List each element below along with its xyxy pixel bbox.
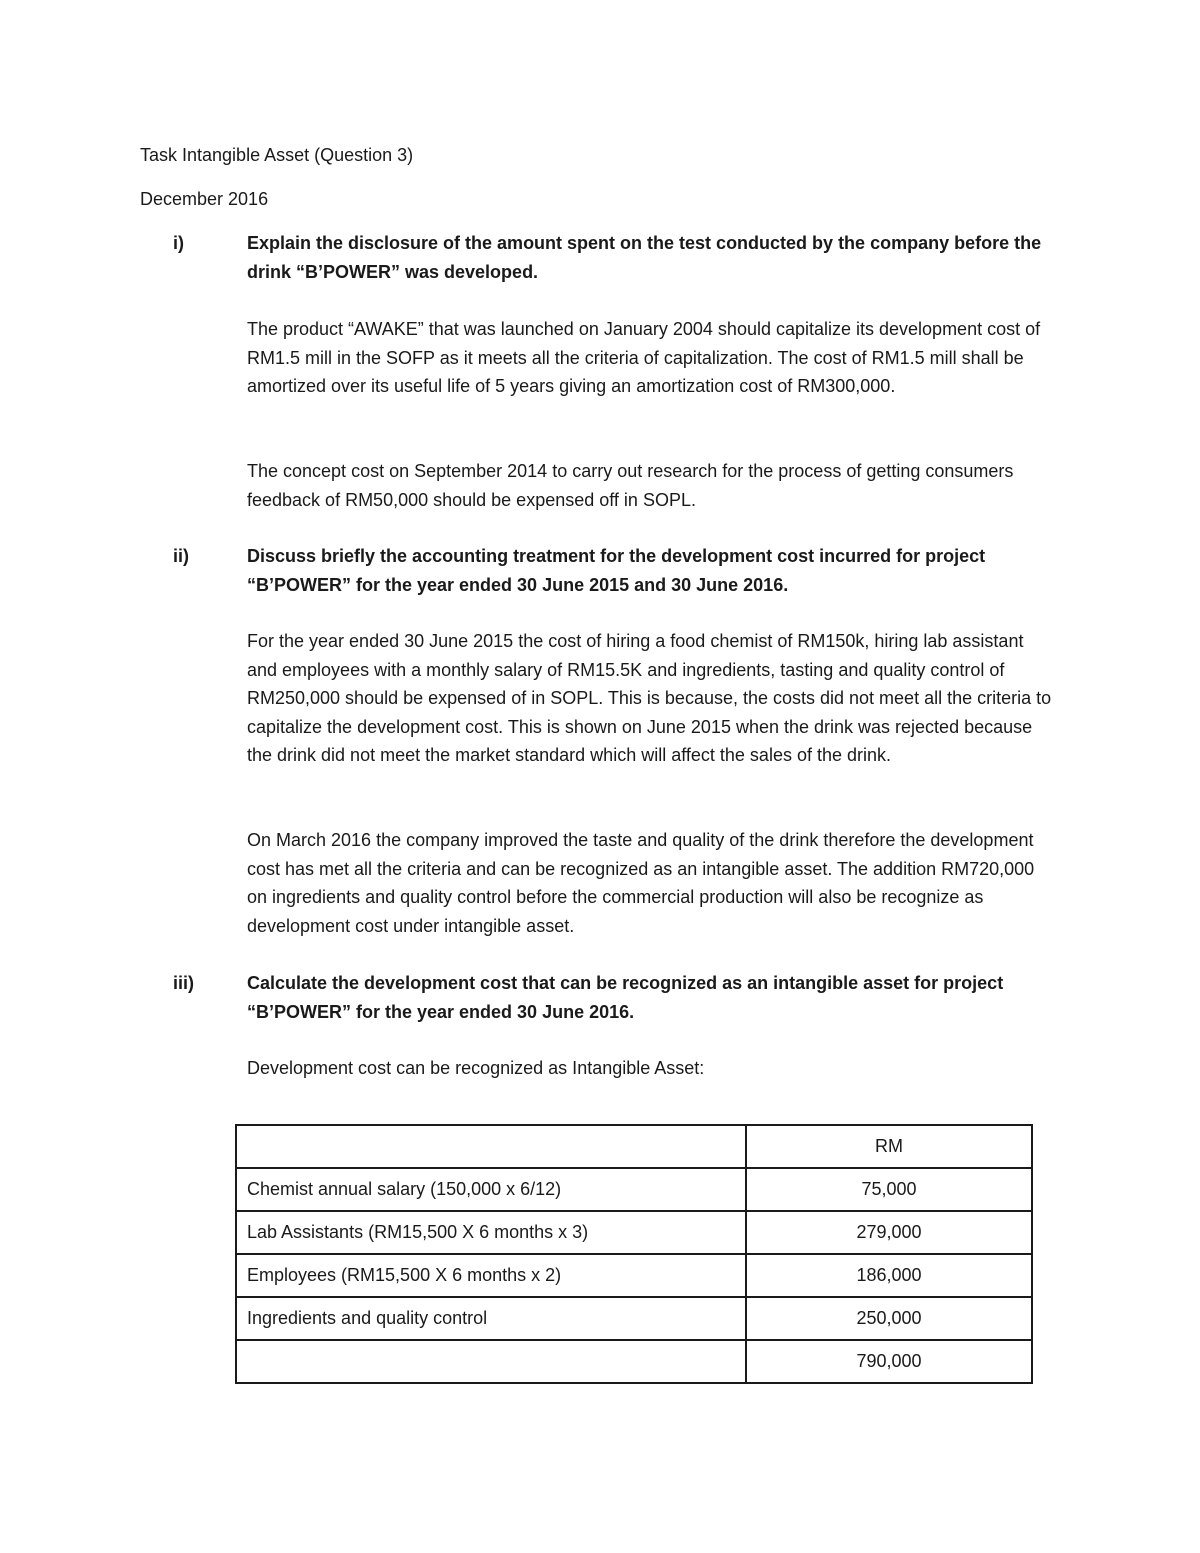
table-header-label xyxy=(236,1125,746,1168)
answer-paragraph: The concept cost on September 2014 to carry out research for the process of getting consumers feedback of RM50,000 should be expensed off in SOPL. xyxy=(247,461,1014,510)
table-row xyxy=(236,1297,1032,1340)
row-label: Ingredients and quality control xyxy=(236,1297,746,1340)
row-label: Employees (RM15,500 X 6 months x 2) xyxy=(236,1254,746,1297)
question-number: iii) xyxy=(173,973,194,993)
question-1 xyxy=(140,229,1050,286)
table-header-row xyxy=(236,1125,1032,1168)
question-2 xyxy=(140,542,1050,599)
answer-paragraph: On March 2016 the company improved the taste and quality of the drink therefore the development cost has met all the criteria and can be recognized as an intangible asset. The addition RM720,000 on ingredients and quality control before the commercial production will also be recognize as development cost under intangible asset. xyxy=(247,830,1035,936)
document-date: December 2016 xyxy=(140,189,269,209)
row-label: Lab Assistants (RM15,500 X 6 months x 3) xyxy=(236,1211,746,1254)
answer-paragraph: For the year ended 30 June 2015 the cost of hiring a food chemist of RM150k, hiring lab assistant and employees with a monthly salary of RM15.5K and ingredients, tasting and quality control of RM250,000 should be expensed of in SOPL. This is because, the costs did not meet all the criteria to capitalize the development cost. This is shown on June 2015 when the drink was rejected because the drink did not meet the market standard which will affect the sales of the drink. xyxy=(247,631,1052,765)
question-heading: Discuss briefly the accounting treatment for the development cost incurred for project “B’POWER” for the year ended 30 June 2015 and 30 June 2016. xyxy=(247,546,986,595)
table-total-row xyxy=(236,1340,1032,1383)
table-row xyxy=(236,1168,1032,1211)
question-heading: Calculate the development cost that can be recognized as an intangible asset for project “B’POWER” for the year ended 30 June 2016. xyxy=(247,973,1004,1022)
table-row xyxy=(236,1211,1032,1254)
document-title: Task Intangible Asset (Question 3) xyxy=(140,145,414,165)
row-amount: 279,000 xyxy=(746,1211,1032,1254)
total-amount: 790,000 xyxy=(746,1340,1032,1383)
question-3 xyxy=(140,969,1050,1026)
question-heading: Explain the disclosure of the amount spent on the test conducted by the company before the drink “B’POWER” was developed. xyxy=(247,233,1042,282)
row-amount: 186,000 xyxy=(746,1254,1032,1297)
row-amount: 75,000 xyxy=(746,1168,1032,1211)
answer-paragraph: Development cost can be recognized as Intangible Asset: xyxy=(247,1058,705,1078)
row-amount: 250,000 xyxy=(746,1297,1032,1340)
table-header-currency: RM xyxy=(746,1125,1032,1168)
table-row xyxy=(236,1254,1032,1297)
development-cost-table xyxy=(235,1124,1033,1384)
answer-paragraph: The product “AWAKE” that was launched on January 2004 should capitalize its development cost of RM1.5 mill in the SOFP as it meets all the criteria of capitalization. The cost of RM1.5 mill shall be amortized over its useful life of 5 years giving an amortization cost of RM300,000. xyxy=(247,319,1041,396)
total-label xyxy=(236,1340,746,1383)
question-number: i) xyxy=(173,233,184,253)
question-number: ii) xyxy=(173,546,189,566)
row-label: Chemist annual salary (150,000 x 6/12) xyxy=(236,1168,746,1211)
